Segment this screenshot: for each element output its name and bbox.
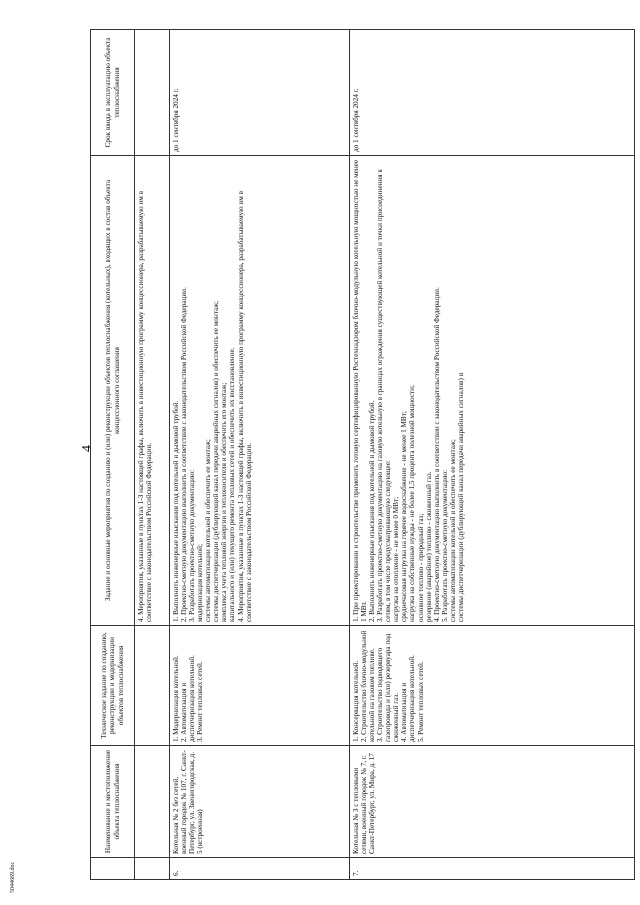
technical-task-cell — [170, 626, 350, 746]
measure-line: среднечасовая нагрузка на горячее водоснабжение - не менее 1 МВт; — [400, 411, 409, 622]
measure-line: системы диспетчеризации (дублирующий канал передачи аварийных сигналов) и обеспечить ее монтаж; — [212, 300, 221, 622]
table-row-7 — [350, 30, 635, 880]
cont-term — [135, 30, 170, 156]
measure-line: системы автоматизации котельной и обеспечить ее монтаж; — [448, 439, 457, 622]
measure-line: 5. Разработать проектно-сметную документацию: — [440, 469, 449, 622]
commissioning-term: до 1 сентября 2024 г. — [350, 30, 635, 156]
object-name: Котельная № 3 с тепловыми сетями, военный городок № 7, г. Санкт-Петербург, ул. Мира, д. 17 — [350, 746, 635, 858]
task-line: 5. Ремонт тепловых сетей. — [416, 661, 425, 742]
measure-line: модернизация котельной; — [196, 544, 205, 622]
document-filename: 5044669.doc — [10, 861, 16, 893]
table-row-6 — [170, 30, 350, 880]
technical-task-cell — [350, 626, 635, 746]
measure-line: 4. Мероприятия, указанные в пунктах 1-3 настоящей графы, включить в инвестиционную программу концессионера, разрабатываемую им в соответствие с законодательством Российской Федерации. — [236, 191, 253, 622]
object-name: Котельная № 2 без сетей, военный городок № 107, г. Санкт-Петербург, ул. Звенигородская, д. 5 (встроенная) — [170, 746, 350, 858]
measures-cell — [350, 156, 635, 626]
header-term: Срок ввода в эксплуатацию объекта теплоснабжения — [91, 30, 135, 156]
commissioning-term: до 1 сентября 2024 г. — [170, 30, 350, 156]
task-line: 4. Автоматизация и диспетчеризация котельной. — [400, 655, 417, 742]
page-number: 4 — [80, 445, 95, 452]
measure-line: системы диспетчеризации (дублирующий канал передачи аварийных сигналов) и — [456, 372, 465, 622]
measure-line: нагрузка на отопление - не менее 0 МВт; — [392, 496, 401, 622]
measure-line: 4. Проектно-сметную документацию выполнить в соответствии с законодательством Российской Федерации. — [432, 287, 441, 622]
measure-line: 2. Проектно-сметную документацию выполнить в соответствии с законодательством Российской Федерации. — [180, 287, 189, 622]
rotated-table-container — [90, 30, 635, 880]
header-task: Техническое задание по созданию, реконструкции и модернизации объектов теплоснабжения — [91, 626, 135, 746]
measure-line: комплекса учета тепловой энергии и теплоносителя и обеспечить его монтаж; — [220, 382, 229, 622]
task-line: 3. Строительство подводящего газопровода и (или) резервуара под сжиженный газ. — [376, 633, 401, 742]
task-line: 3. Ремонт тепловых сетей. — [196, 661, 205, 742]
task-line: 2. Строительство блочно-модульной котельной на газовом топливе. — [360, 630, 377, 742]
header-number — [91, 858, 135, 880]
header-measures: Задание и основные мероприятия по созданию и (или) реконструкции объектов теплоснабжения (котельных), входящих в состав объекта концессионного соглашения — [91, 156, 135, 626]
measure-line: 2. Выполнить инженерные изыскания под котельной и дымовой трубой. — [368, 400, 377, 622]
measures-cell — [170, 156, 350, 626]
cont-measures: 4. Мероприятия, указанные в пунктах 1-3 настоящей графы, включить в инвестиционную программу концессионера, разрабатываемую им в соответствие с законодательством Российской Федерации. — [135, 156, 170, 626]
measure-line: нагрузка на собственные нужды - не более 1,5 процента полезной мощности; — [408, 385, 417, 622]
task-line: 1. Модернизация котельной. — [172, 655, 180, 742]
concession-measures-table — [90, 29, 635, 880]
measure-line: 1. При проектировании и строительстве применить готовую сертифицированную Ростехнадзором блочно-модульную котельную мощностью не менее 1 МВт. — [352, 159, 369, 622]
measure-line: резервное (аварийное) топливо - сжиженный газ. — [424, 471, 433, 622]
cont-name — [135, 746, 170, 858]
task-line: 2. Автоматизация и диспетчеризация котельной. — [180, 655, 197, 742]
measure-line: 3. Разработать проектно-сметную документацию на газовую котельную в границах ограждения существующей котельной и точки присоединения к сетям, в том числе предусматривающую следующее: — [376, 169, 393, 622]
measure-line: 3. Разработать проектно-сметную документацию: — [188, 469, 197, 622]
header-name: Наименование и местоположение объекта теплоснабжения — [91, 746, 135, 858]
continuation-row — [135, 30, 170, 880]
measure-line: капитального и (или) текущего ремонта тепловых сетей и обеспечить их восстановление. — [228, 347, 237, 622]
measure-line: системы автоматизации котельной и обеспечить ее монтаж; — [204, 439, 213, 622]
table-header-row — [91, 30, 135, 880]
measure-line: 1. Выполнить инженерные изыскания под котельной и дымовой трубой. — [172, 400, 180, 622]
task-line: 1. Консервация котельной. — [352, 660, 360, 742]
cont-task — [135, 626, 170, 746]
row-number: 7. — [350, 858, 635, 880]
cont-number — [135, 858, 170, 880]
measure-line: основное топливо - природный газ; — [416, 513, 425, 622]
row-number: 6. — [170, 858, 350, 880]
